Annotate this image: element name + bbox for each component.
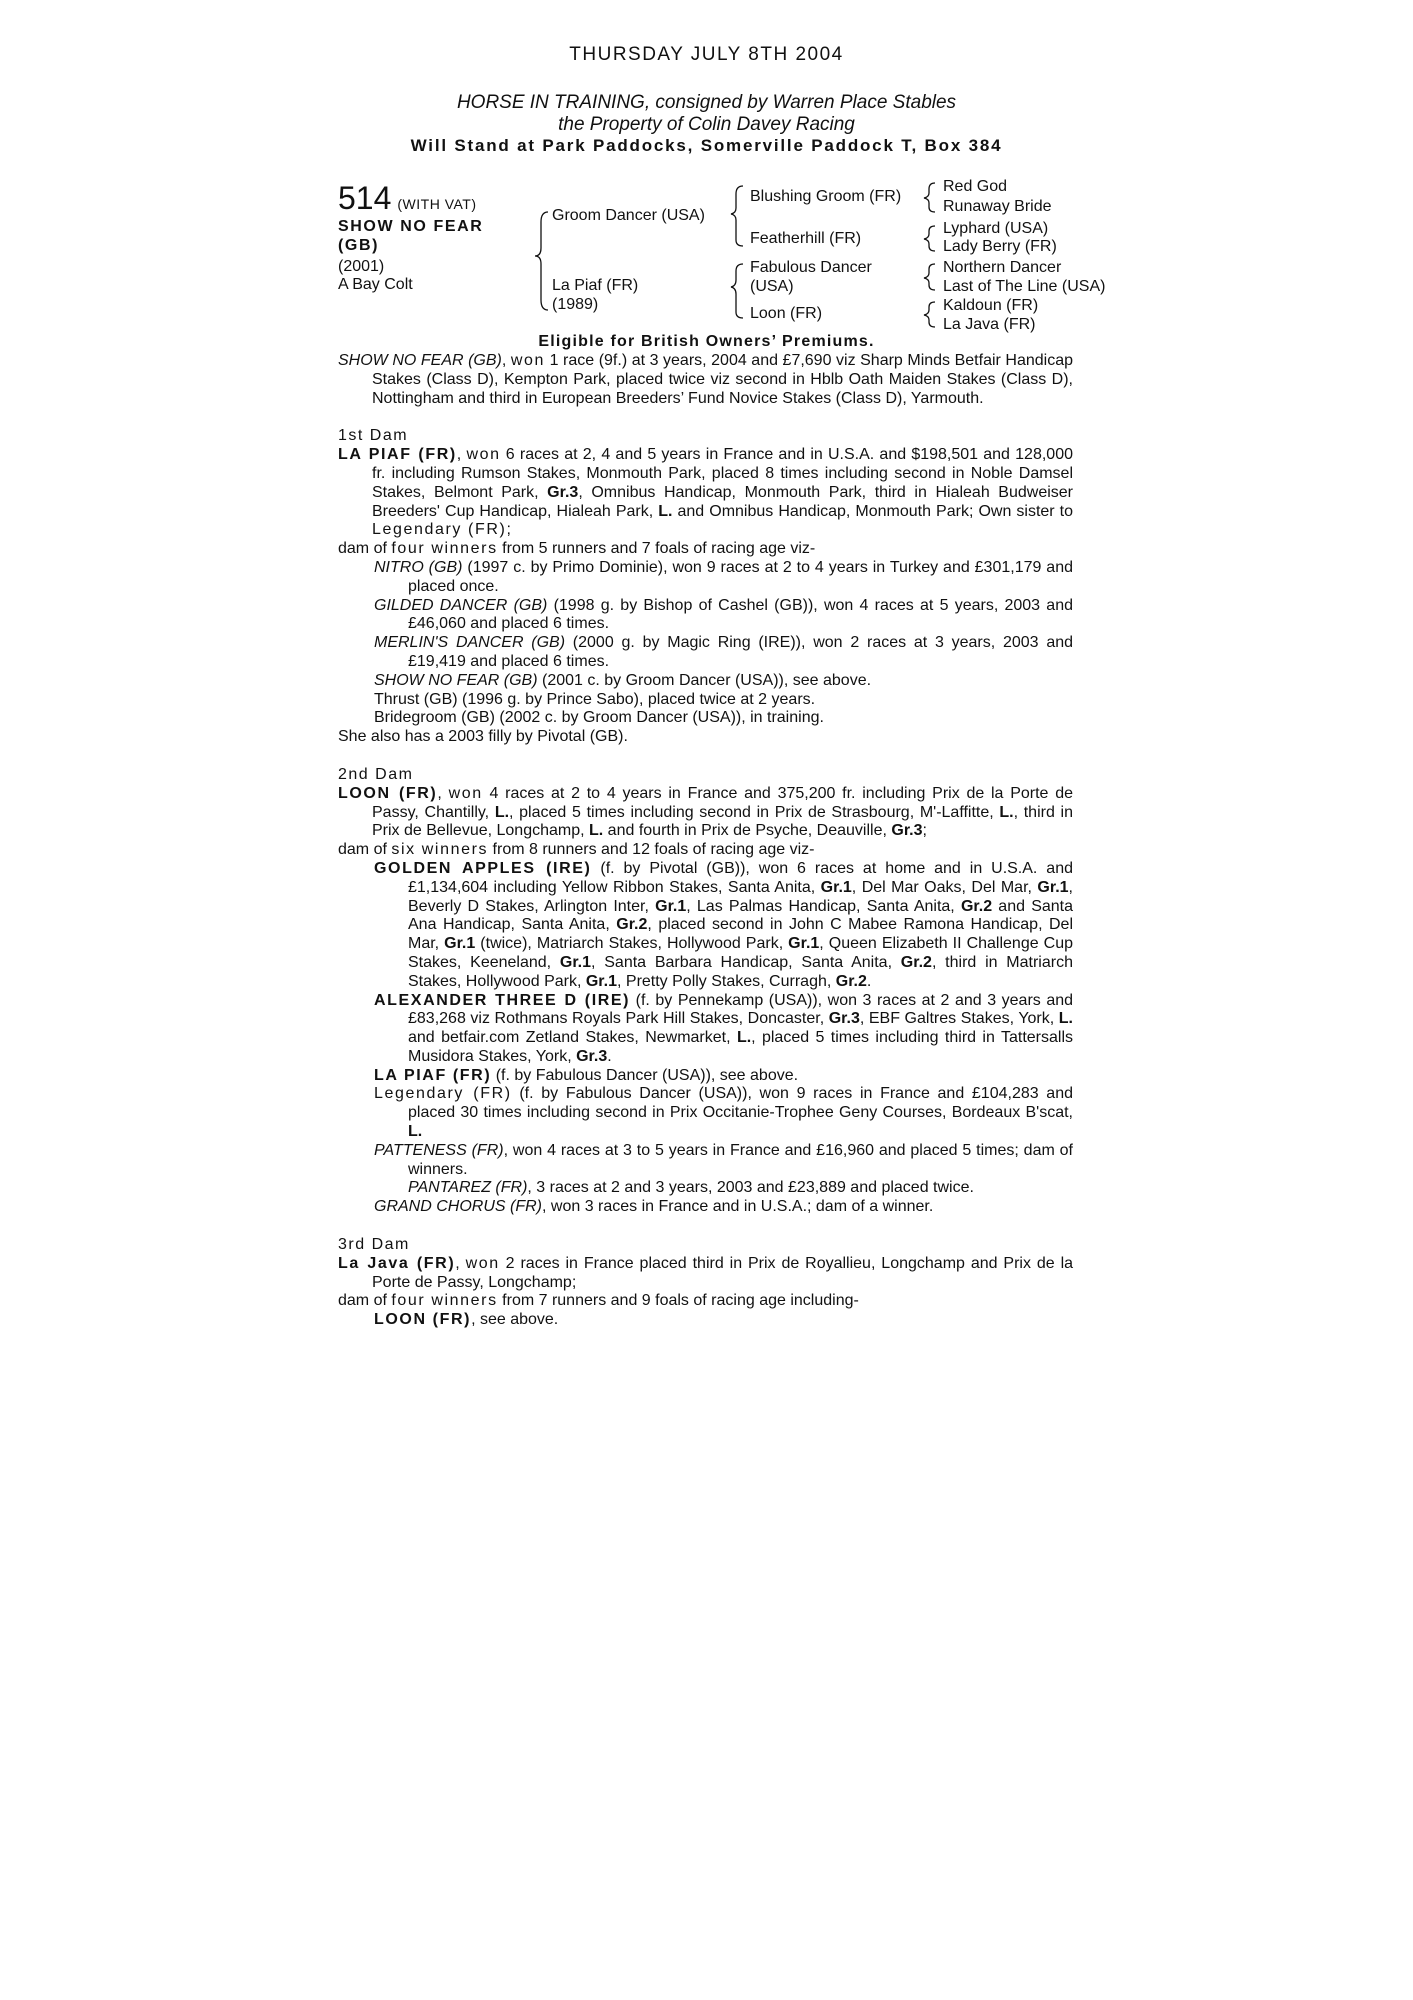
group-label: Gr.1 [444,935,476,953]
first-dam-also-has: She also has a 2003 filly by Pivotal (GB). [338,728,628,746]
sire-dam-brace [535,212,548,310]
horse-name-line1: SHOW NO FEAR [338,218,484,235]
first-dam-text-2: , Omnibus Handicap, Monmouth Park, third in Hialeah Budweiser Breeders' Cup Handicap, Hialeah Park, [372,483,1074,520]
group-label: Gr.2 [616,916,648,934]
second-dam-won: won [448,784,483,802]
produce-name: NITRO (GB) [374,558,463,576]
grand-produce-entry [338,1179,1073,1198]
produce-text: (f. by Pennekamp (USA)), won 3 races at 2 and 3 years and £83,268 viz Rothmans Royals Park Hill Stakes, Doncaster, [408,991,1074,1028]
dam-of-suffix: from 7 runners and 9 foals of racing age including- [497,1292,859,1310]
winners-count: four winners [391,1292,498,1310]
dam-of-prefix: dam of [338,841,392,859]
sale-date: THURSDAY JULY 8TH 2004 [569,44,844,65]
pedigree-ss-sire: Red God [943,178,1008,195]
second-dam-text-5: ; [922,822,927,840]
listed-label: L. [736,1029,752,1047]
listed-label: L. [1058,1010,1073,1028]
produce-entry [338,1198,1073,1217]
produce-entry [338,1142,1073,1180]
produce-text: (2000 g. by Magic Ring (IRE)), won 2 races at 3 years, 2003 and £19,419 and placed 6 times. [408,634,1074,670]
consignment-line: HORSE IN TRAINING, consigned by Warren Place Stables [456,92,957,113]
pedigree-ds-sire: Northern Dancer [943,259,1062,276]
third-dam-text: 2 races in France placed third in Prix de Royallieu, Longchamp and Prix de la Porte de Passy, Longchamp; [372,1254,1074,1291]
sd-brace [924,226,935,251]
winners-count: six winners [391,841,489,859]
vat-note: (WITH VAT) [397,196,477,212]
second-dam-text-3: , third in Prix de Bellevue, Longchamp, [372,803,1073,840]
sire-brace [731,186,743,246]
second-dam-record: LOON (FR), won 4 races at 2 to 4 years in France and 375,200 fr. including Prix de la Porte de Passy, Chantilly, L., placed 5 times including second in Prix de Strasbourg, M'-Laffitte, L., third in Prix de Bellevue, Longchamp, L. and fourth in Prix de Psyche, Deauville, Gr.3; [338,784,1073,840]
group-label: Gr.3 [576,1047,608,1065]
dam-brace [731,264,743,318]
produce-text: , third in Matriarch Stakes, Hollywood Park, [408,953,1073,990]
pedigree-sd-dam: Lady Berry (FR) [943,238,1057,255]
produce-text: (twice), Matriarch Stakes, Hollywood Park, [475,935,789,953]
owners-premiums-note: Eligible for British Owners’ Premiums. [538,333,875,350]
catalogue-body [338,352,1073,1330]
first-dam-text-4: ; [506,521,511,539]
pedigree-sd-sire: Lyphard (USA) [943,220,1049,237]
produce-text: (f. by Fabulous Dancer (USA)), won 9 races in France and £104,283 and placed 30 times including second in Prix Occitanie-Trophee Geny Courses, Bordeaux B'scat, [408,1085,1074,1122]
produce-entry: Thrust (GB) (1996 g. by Prince Sabo), placed twice at 2 years. [374,690,816,708]
dd-brace [924,302,935,327]
group-label: Gr.1 [585,972,617,990]
first-dam-name: LA PIAF (FR) [338,446,457,464]
produce-entry [338,1311,1073,1330]
produce-entry [338,672,1073,691]
summary-text: 1 race (9f.) at 3 years, 2004 and £7,690 viz Sharp Minds Betfair Handicap Stakes (Class D), Kempton Park, placed twice viz second in Hblb Oath Maiden Stakes (Class D), Nottingham and third in European Breeders’ Fund Novice Stakes (Class D), Yarmouth. [372,352,1074,407]
produce-text: . [866,972,872,990]
ds-brace [924,264,935,290]
produce-name: LA PIAF (FR) [374,1066,492,1084]
produce-entry [338,1067,1073,1086]
property-line: the Property of Colin Davey Racing [558,114,855,135]
pedigree-dd-dam: La Java (FR) [943,316,1036,333]
listed-label: L. [589,822,604,840]
third-dam-won: won [465,1254,500,1272]
second-dam-name: LOON (FR) [338,784,438,802]
first-dam-text-1: 6 races at 2, 4 and 5 years in France and in U.S.A. and $198,501 and 128,000 fr. including Rumson Stakes, Monmouth Park, placed 8 times including second in Noble Damsel Stakes, Belmont Park, [372,446,1073,501]
lot-number-value: 514 [338,180,392,216]
first-dam-record: LA PIAF (FR), won 6 races at 2, 4 and 5 years in France and in U.S.A. and $198,501 and 128,000 fr. including Rumson Stakes, Monmouth Park, placed 8 times including second in Noble Damsel Stakes, Belmont Park, Gr.3, Omnibus Handicap, Monmouth Park, third in Hialeah Budweiser Breeders' Cup Handicap, Hialeah Park, L. and Omnibus Handicap, Monmouth Park; Own sister to Legendary (FR); [338,446,1074,539]
produce-text: (1998 g. by Bishop of Cashel (GB)), won 4 races at 5 years, 2003 and £46,060 and placed 6 times. [408,596,1074,633]
dam-of-suffix: from 8 runners and 12 foals of racing age viz- [488,841,815,859]
second-dam-text-4: and fourth in Prix de Psyche, Deauville, [603,822,892,840]
produce-name: MERLIN'S DANCER (GB) [374,634,566,652]
stand-location: Will Stand at Park Paddocks, Somerville Paddock T, Box 384 [410,136,1003,155]
horse-description: A Bay Colt [338,276,413,293]
produce-text: , Queen Elizabeth II Challenge Cup Stakes, Keeneland, [408,935,1074,971]
group-label: Gr.3 [547,483,579,501]
produce-name: GILDED DANCER (GB) [374,596,548,614]
produce-text: and Santa Ana Handicap, Santa Anita, [408,897,1074,934]
produce-text: (2001 c. by Groom Dancer (USA)), see above. [537,671,872,689]
produce-text: , Del Mar Oaks, Del Mar, [851,878,1038,896]
produce-entry [338,634,1073,672]
produce-name: PANTAREZ (FR) [408,1179,528,1197]
group-label: Gr.1 [559,953,592,971]
produce-text: , 3 races at 2 and 3 years, 2003 and £23,889 and placed twice. [527,1179,974,1197]
pedigree-braces [0,0,1413,340]
produce-name: SHOW NO FEAR (GB) [374,671,538,689]
produce-name: PATTENESS (FR) [374,1141,504,1159]
group-label: Gr.2 [900,953,932,971]
pedigree-dam-sire-line2: (USA) [750,278,794,295]
produce-entry [338,597,1073,635]
produce-text: , placed second in John C Mabee Ramona Handicap, Del Mar, [408,916,1074,953]
ss-brace [924,183,935,212]
listed-label: L. [658,502,673,520]
produce-text: , won 4 races at 3 to 5 years in France and £16,960 and placed 5 times; dam of winners. [408,1141,1074,1178]
second-dam-text-1: 4 races at 2 to 4 years in France and 375,200 fr. including Prix de la Porte de Passy, Chantilly, [372,784,1073,821]
produce-name: LOON (FR) [374,1311,472,1329]
produce-text: . [607,1047,612,1065]
produce-text: , Santa Barbara Handicap, Santa Anita, [591,953,901,971]
group-label: Gr.3 [828,1010,860,1028]
first-dam-produce-summary [338,540,1073,559]
produce-text: (1997 c. by Primo Dominie), won 9 races at 2 to 4 years in Turkey and £301,179 and placed once. [408,558,1073,595]
produce-text: (f. by Pivotal (GB)), won 6 races at home and in U.S.A. and £1,134,604 including Yellow Ribbon Stakes, Santa Anita, [408,859,1073,896]
pedigree-dam-name: La Piaf (FR) [552,277,639,294]
winners-count: four winners [391,540,498,558]
produce-text: , Las Palmas Handicap, Santa Anita, [686,897,961,915]
group-label: Gr.1 [820,878,852,896]
group-label: Gr.3 [891,822,923,840]
pedigree-ds-dam: Last of The Line (USA) [943,278,1106,295]
third-dam-heading: 3rd Dam [338,1236,410,1254]
second-dam-heading: 2nd Dam [338,765,414,783]
third-dam-name: La Java (FR) [338,1254,456,1272]
produce-entry [338,559,1073,597]
dam-of-suffix: from 5 runners and 7 foals of racing age viz- [497,540,816,558]
pedigree-sire-dam: Featherhill (FR) [750,230,862,247]
group-label: Gr.2 [960,897,993,915]
produce-entry: Bridegroom (GB) (2002 c. by Groom Dancer (USA)), in training. [374,709,824,727]
listed-label: L. [408,1123,423,1141]
produce-text: , EBF Galtres Stakes, York, [859,1010,1059,1028]
pedigree-sire-sire: Blushing Groom (FR) [750,188,902,205]
produce-entry [338,1085,1073,1141]
second-dam-text-2: , placed 5 times including second in Prix de Strasbourg, M'-Laffitte, [509,803,1000,821]
summary-won: won [510,352,546,369]
produce-entry [338,992,1073,1067]
produce-text: , won 3 races in France and in U.S.A.; dam of a winner. [542,1198,934,1216]
first-dam-won: won [466,446,501,464]
pedigree-dam [552,276,638,314]
produce-name: Legendary (FR) [374,1085,512,1103]
lot-summary: SHOW NO FEAR (GB), won 1 race (9f.) at 3 years, 2004 and £7,690 viz Sharp Minds Betfair Handicap Stakes (Class D), Kempton Park, placed twice viz second in Hblb Oath Maiden Stakes (Class D), Nottingham and third in European Breeders’ Fund Novice Stakes (Class D), Yarmouth. [338,352,1074,407]
pedigree-dam-dam: Loon (FR) [750,305,823,322]
produce-text: , placed 5 times including third in Tattersalls Musidora Stakes, York, [408,1029,1073,1065]
pedigree-dd-sire: Kaldoun (FR) [943,297,1039,314]
dam-of-prefix: dam of [338,540,392,558]
produce-text: , Pretty Polly Stakes, Curragh, [617,972,836,990]
first-dam-heading: 1st Dam [338,427,409,445]
pedigree-ss-dam: Runaway Bride [943,198,1052,215]
horse-name-line2: (GB) [338,237,380,254]
produce-text: (f. by Fabulous Dancer (USA)), see above. [491,1066,799,1084]
third-dam-record: La Java (FR), won 2 races in France placed third in Prix de Royallieu, Longchamp and Prix de la Porte de Passy, Longchamp; [338,1254,1074,1291]
second-dam-produce-summary [338,841,1073,860]
listed-label: L. [494,803,510,821]
pedigree-dam-sire [750,258,872,296]
dam-of-prefix: dam of [338,1292,392,1310]
pedigree-dam-sire-line1: Fabulous Dancer [750,259,872,276]
own-sister-name: Legendary (FR) [372,521,507,539]
produce-entry [338,860,1073,992]
produce-name: GRAND CHORUS (FR) [374,1198,542,1216]
produce-text: , see above. [471,1311,559,1329]
first-dam-text-3: and Omnibus Handicap, Monmouth Park; Own sister to [672,502,1074,520]
listed-label: L. [999,803,1014,821]
foaling-year: (2001) [338,258,385,275]
group-label: Gr.1 [1037,878,1069,896]
group-label: Gr.1 [788,935,820,953]
group-label: Gr.2 [835,972,867,990]
produce-name: ALEXANDER THREE D (IRE) [374,991,631,1009]
produce-name: GOLDEN APPLES (IRE) [374,859,592,877]
pedigree-sire: Groom Dancer (USA) [552,207,705,224]
third-dam-produce-summary [338,1292,1073,1311]
summary-horse-name: SHOW NO FEAR (GB) [338,352,502,369]
produce-text: , Beverly D Stakes, Arlington Inter, [408,878,1073,915]
pedigree-dam-year: (1989) [552,296,599,313]
produce-text: and betfair.com Zetland Stakes, Newmarket, [408,1029,737,1047]
group-label: Gr.1 [655,897,687,915]
